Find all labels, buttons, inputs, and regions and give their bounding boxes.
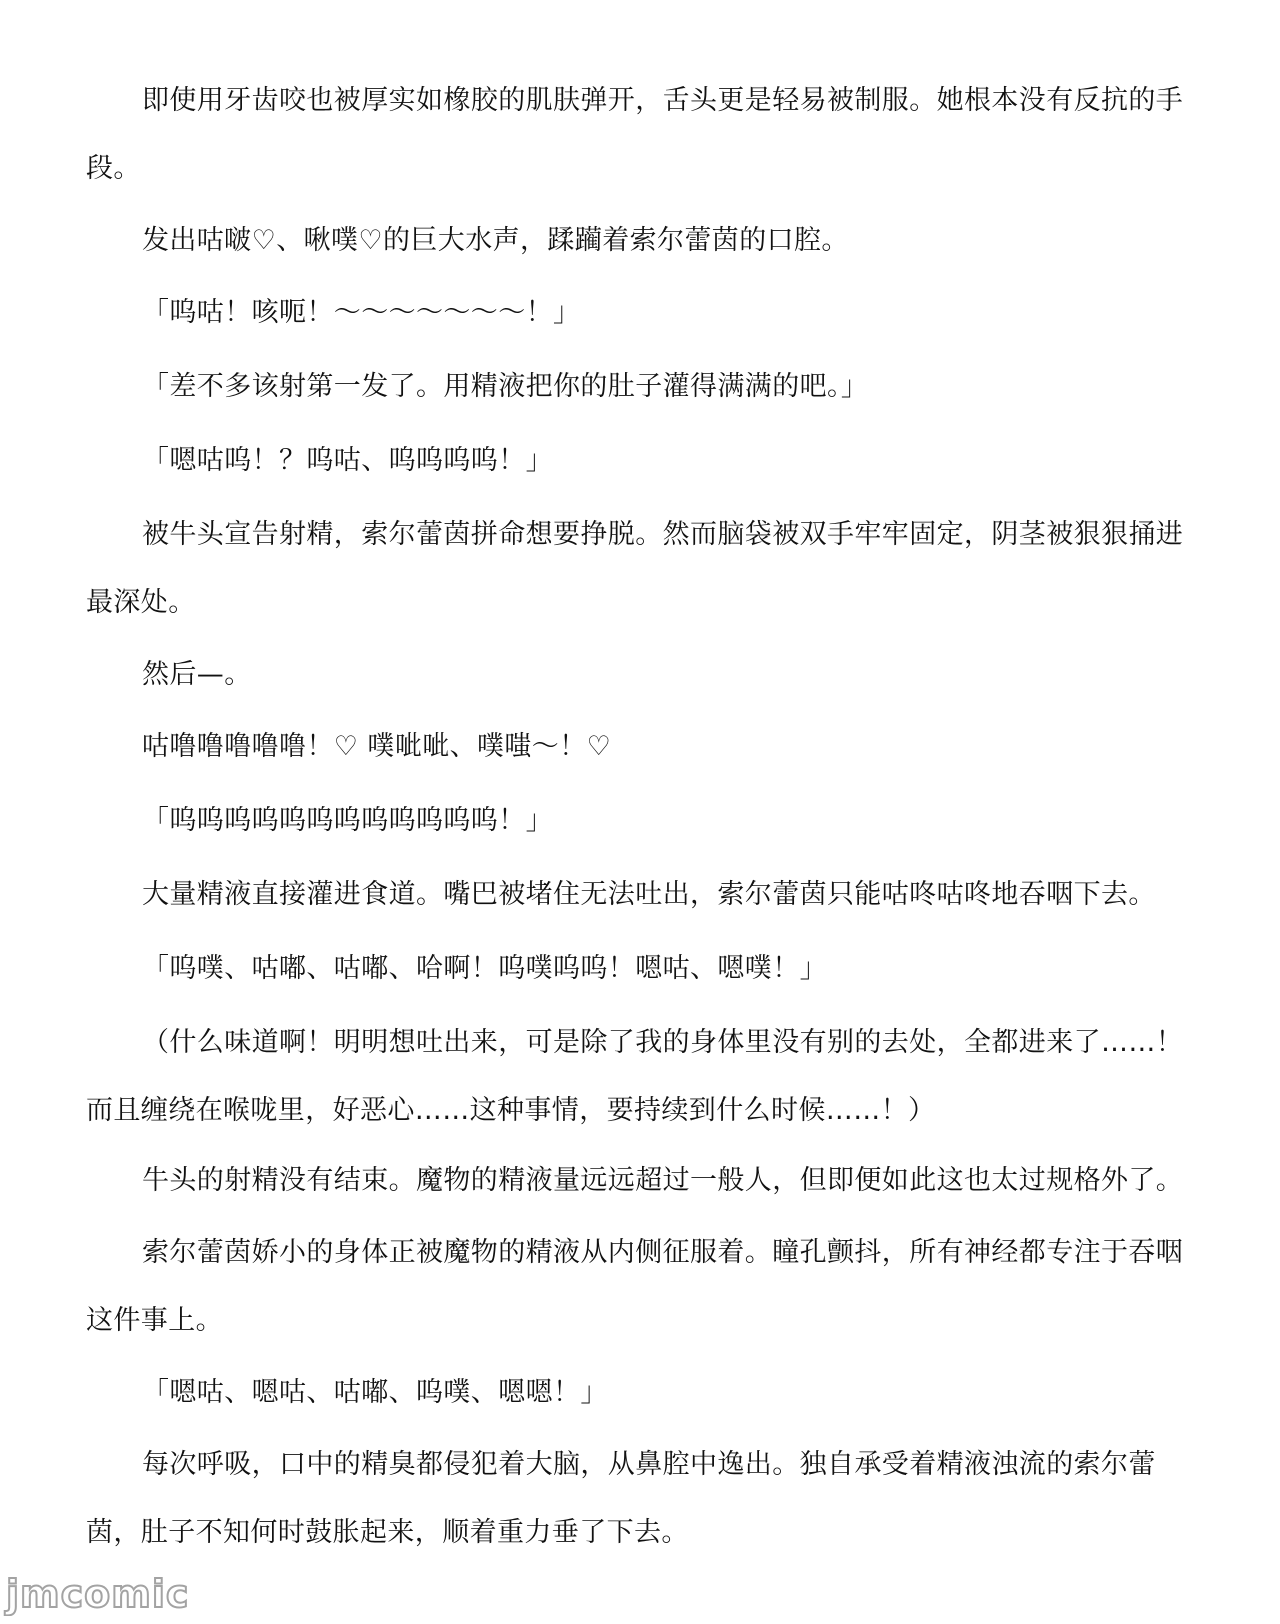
inner-monologue: （什么味道啊！明明想吐出来，可是除了我的身体里没有别的去处，全都进来了……！而且缠绕在喉咙里，好恶心……这种事情，要持续到什么时候……！） [86,1027,1184,1126]
paragraph-7: 索尔蕾茵娇小的身体正被魔物的精液从内侧征服着。瞳孔颤抖，所有神经都专注于吞咽这件事上。 [86,1237,1184,1336]
paragraph-3: 被牛头宣告射精，索尔蕾茵拼命想要挣脱。然而脑袋被双手牢牢固定，阴茎被狠狠捅进最深处。 [86,519,1184,618]
paragraph-8: 每次呼吸，口中的精臭都侵犯着大脑，从鼻腔中逸出。独自承受着精液浊流的索尔蕾茵，肚子不知何时鼓胀起来，顺着重力垂了下去。 [86,1449,1156,1548]
paragraph-5: 大量精液直接灌进食道。嘴巴被堵住无法吐出，索尔蕾茵只能咕咚咕咚地吞咽下去。 [142,879,1156,910]
dialogue-line-3: 「嗯咕呜！？呜咕、呜呜呜呜！」 [142,445,553,476]
dialogue-line-5: 「呜噗、咕嘟、咕嘟、哈啊！呜噗呜呜！嗯咕、嗯噗！」 [142,953,827,984]
dialogue-line-2: 「差不多该射第一发了。用精液把你的肚子灌得满满的吧。」 [142,371,869,402]
paragraph-1: 即使用牙齿咬也被厚实如橡胶的肌肤弹开，舌头更是轻易被制服。她根本没有反抗的手段。 [86,85,1184,184]
sound-effect-line: 咕噜噜噜噜噜！♡ 噗呲呲、噗嗤～！♡ [142,731,612,762]
dialogue-line-4: 「呜呜呜呜呜呜呜呜呜呜呜呜！」 [142,805,553,836]
dialogue-line-6: 「嗯咕、嗯咕、咕嘟、呜噗、嗯嗯！」 [142,1377,608,1408]
paragraph-4: 然后—。 [142,659,252,690]
paragraph-6: 牛头的射精没有结束。魔物的精液量远远超过一般人，但即便如此这也太过规格外了。 [142,1165,1184,1196]
watermark-logo: jmcomic [6,1572,190,1616]
paragraph-2: 发出咕啵♡、啾噗♡的巨大水声，蹂躏着索尔蕾茵的口腔。 [142,225,849,256]
dialogue-line-1: 「呜咕！咳呃！～～～～～～～！」 [142,297,581,328]
